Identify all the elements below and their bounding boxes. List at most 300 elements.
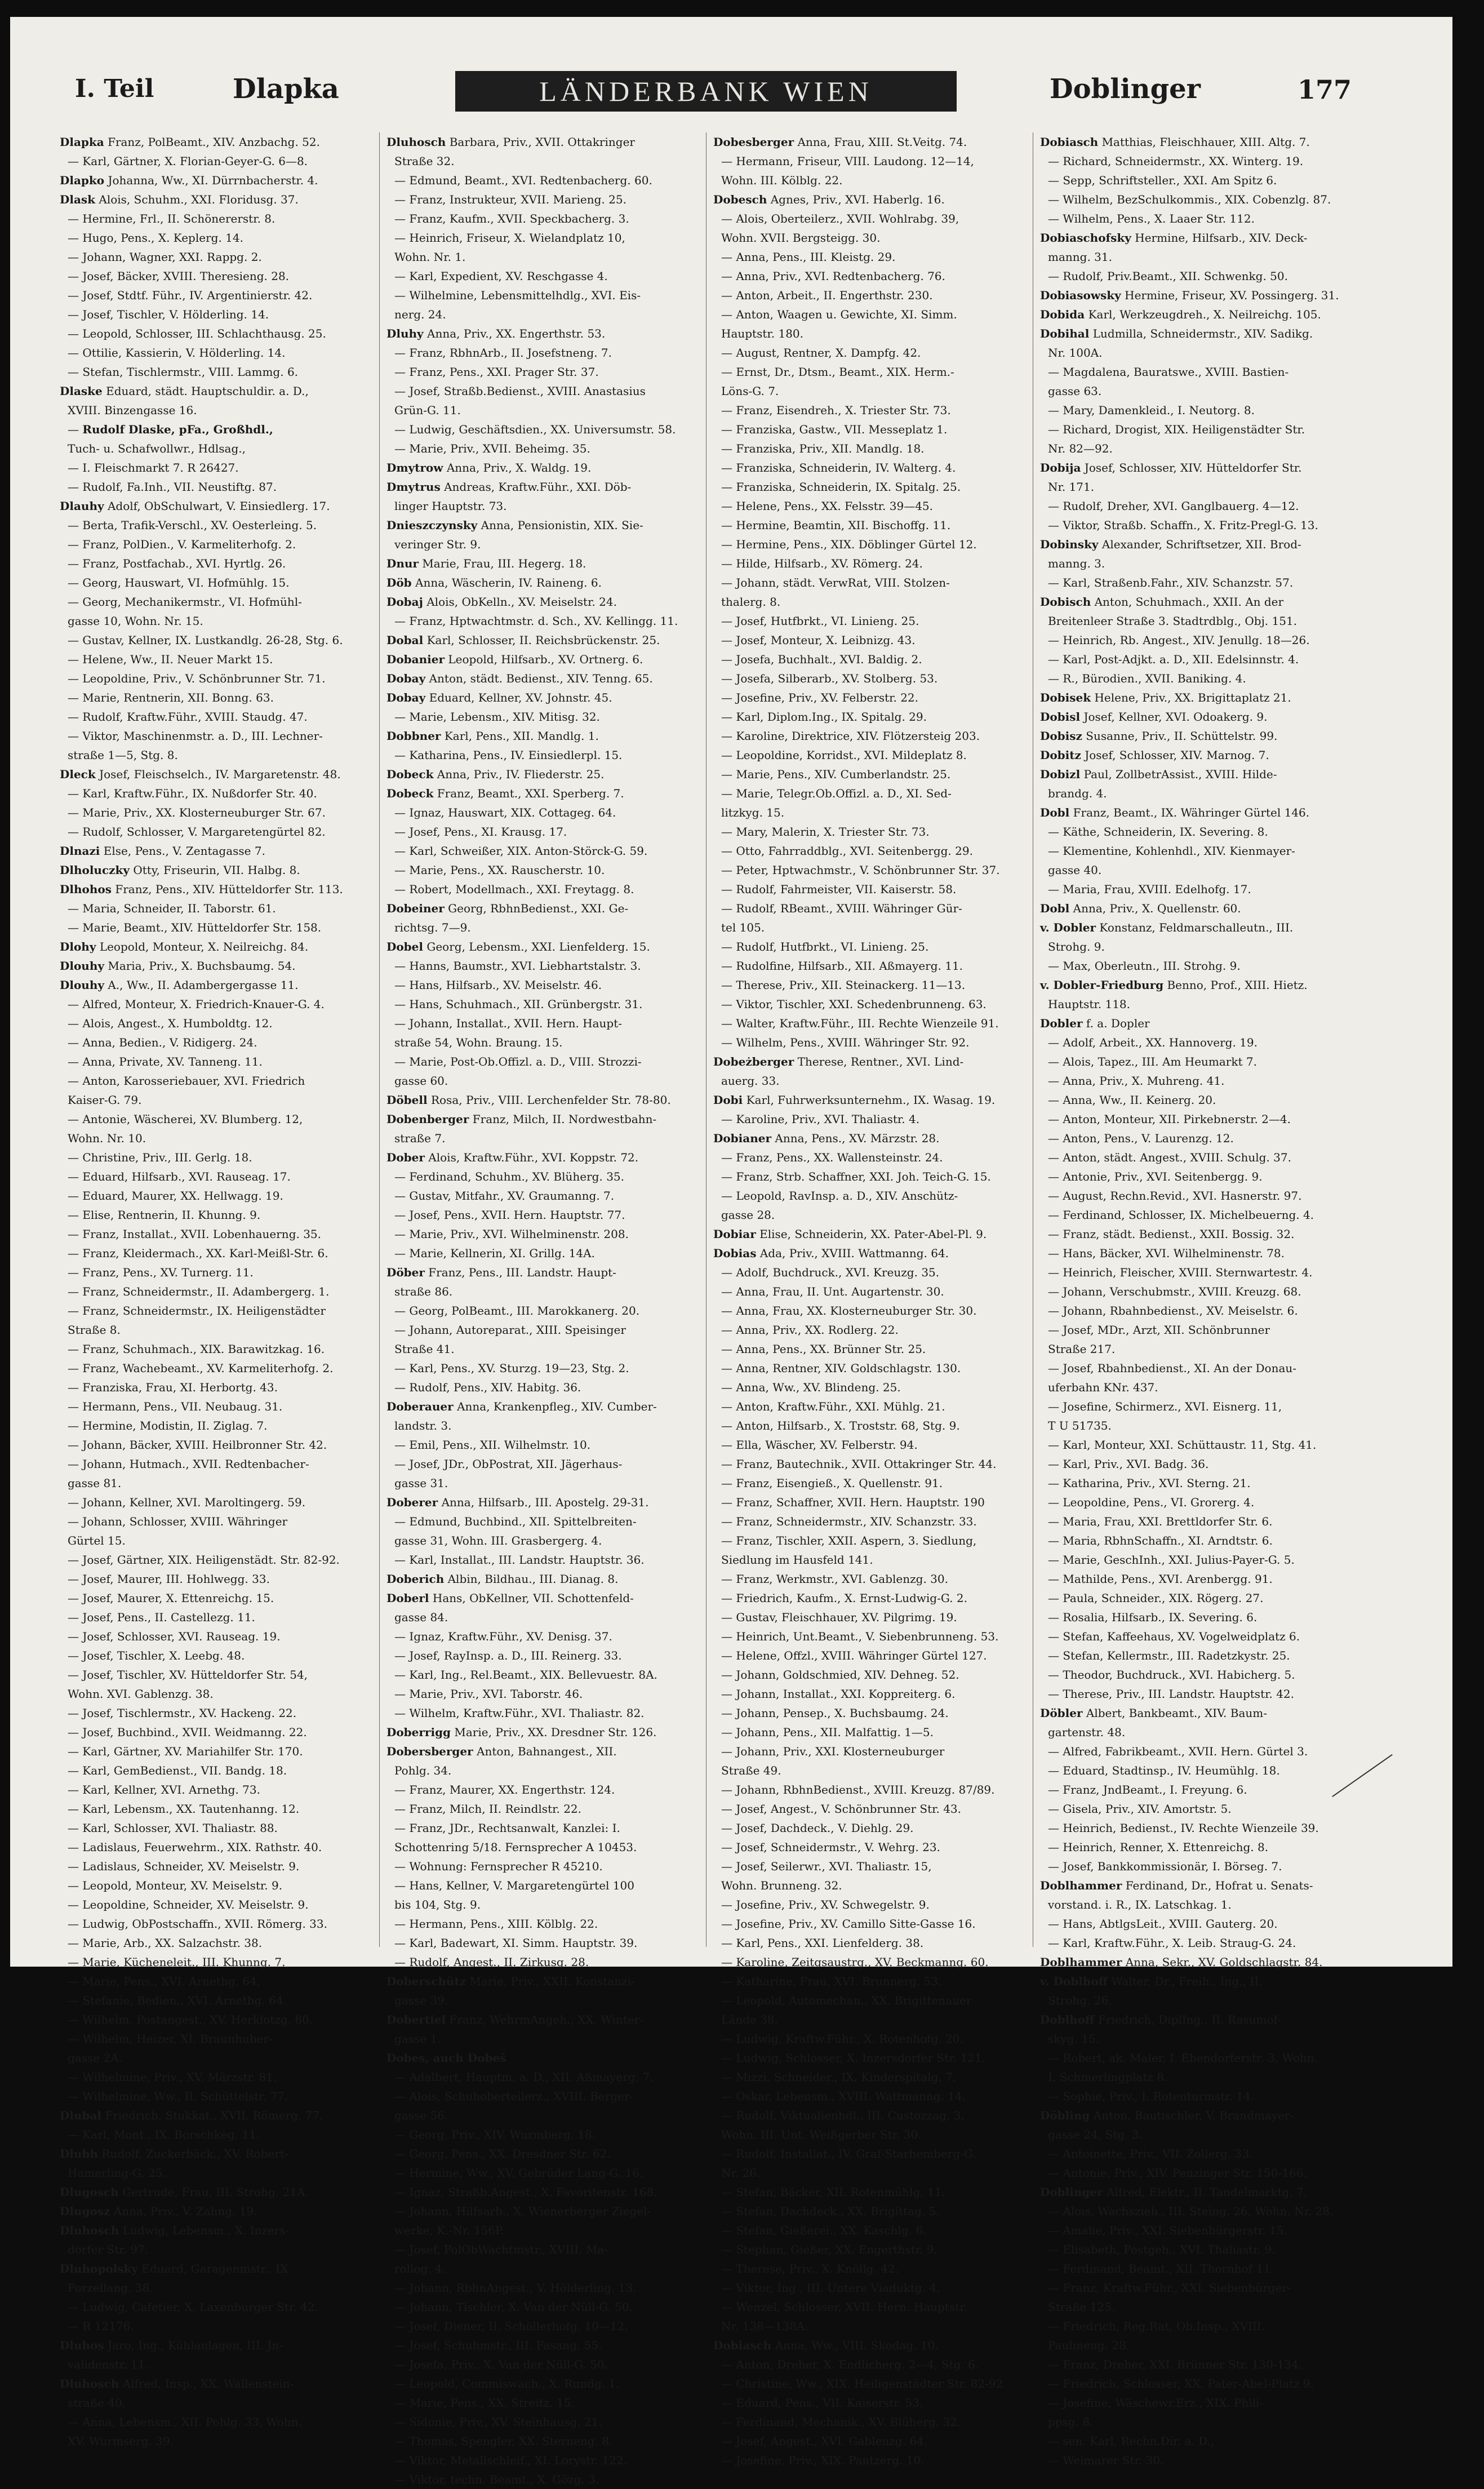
entry-details: Johann, Verschubmstr., XVIII. Kreuzg. 68. xyxy=(1063,1285,1301,1298)
directory-entry xyxy=(1040,1589,1353,1608)
dash-marker: — xyxy=(68,806,83,819)
entry-surname: Dlholuczky xyxy=(60,863,130,877)
directory-entry xyxy=(713,1148,1026,1167)
dash-marker: — xyxy=(394,423,410,436)
entry-details: Eduard, Kellner, XV. Johnstr. 45. xyxy=(429,691,612,704)
entry-continuation: Gürtel 15. xyxy=(68,1534,126,1547)
entry-details: Konstanz, Feldmarschalleutn., III. xyxy=(1099,921,1294,934)
directory-entry xyxy=(386,343,699,362)
directory-entry xyxy=(713,707,1026,726)
dash-marker: — xyxy=(394,1917,410,1931)
entry-details: Franz, Schaffner, XVII. Hern. Hauptstr. 190 xyxy=(736,1496,985,1509)
directory-entry xyxy=(386,228,699,247)
dash-marker: — xyxy=(721,308,736,321)
dash-marker: — xyxy=(68,710,83,724)
entry-continuation: straße 54, Wohn. Braung. 15. xyxy=(394,1036,563,1049)
entry-details: Adolf, Buchdruck., XVI. Kreuzg. 35. xyxy=(736,1266,940,1279)
entry-details: R 12176. xyxy=(82,2319,134,2333)
entry-details: Alois, Kraftw.Führ., XVI. Koppstr. 72. xyxy=(428,1151,639,1164)
entry-details: Anna, Ww., XV. Blindeng. 25. xyxy=(736,1381,901,1394)
directory-entry xyxy=(386,784,699,803)
dash-marker: — xyxy=(394,882,410,896)
entry-continuation: richtsg. 7—9. xyxy=(394,921,471,934)
entry-continuation: gasse 31. xyxy=(394,1476,448,1490)
entry-continuation: XV. Wurmserg. 39. xyxy=(68,2434,174,2448)
entry-surname: Dlugosz xyxy=(60,2204,110,2218)
dash-marker: — xyxy=(1048,1285,1063,1298)
entry-continuation: Hauptstr. 180. xyxy=(721,327,803,340)
dash-marker: — xyxy=(68,2415,83,2429)
dash-marker: — xyxy=(721,787,736,800)
entry-details: Johann, Goldschmied, XIV. Dehneg. 52. xyxy=(736,1668,959,1681)
directory-entry xyxy=(1040,1014,1353,1033)
directory-entry xyxy=(386,2355,699,2374)
directory-entry xyxy=(713,956,1026,975)
entry-continuation: Straße 125. xyxy=(1048,2300,1116,2314)
entry-details: Hermine, Pens., XIX. Döblinger Gürtel 12. xyxy=(736,538,977,551)
dash-marker: — xyxy=(1048,844,1063,858)
directory-entry xyxy=(386,2297,699,2317)
entry-continuation: I. Schmerlingplatz 8. xyxy=(1048,2070,1168,2084)
entry-surname: Dlask xyxy=(60,193,96,206)
entry-details: Wilhelm, Pens., X. Laaer Str. 112. xyxy=(1063,212,1255,225)
first-entry-guide: Dlapka xyxy=(233,73,339,105)
directory-entry xyxy=(713,746,1026,765)
entry-details: Ludwig, Kraftw.Führ., X. Rotenhofg. 20. xyxy=(736,2032,963,2046)
directory-entry xyxy=(386,1205,699,1224)
entry-details: Josef, Tischler, V. Hölderling. 14. xyxy=(82,308,269,321)
directory-entry xyxy=(1040,1244,1353,1263)
entry-details: Hans, Schuhmach., XII. Grünbergstr. 31. xyxy=(409,997,643,1011)
directory-entry xyxy=(713,1933,1026,1953)
entry-continuation: T U 51735. xyxy=(1048,1419,1112,1432)
dash-marker: — xyxy=(394,1821,410,1835)
dash-marker: — xyxy=(721,2300,736,2314)
entry-continuation: Nr. 26. xyxy=(721,2166,761,2180)
directory-entry xyxy=(386,2278,699,2297)
dash-marker: — xyxy=(68,576,83,589)
directory-entry xyxy=(386,1052,699,1071)
entry-details: Stefan, Kaffeehaus, XV. Vogelweidplatz 6. xyxy=(1063,1630,1300,1643)
entry-details: Anton, Arbeit., II. Engerthstr. 230. xyxy=(736,289,933,302)
entry-continuation: bis 104, Stg. 9. xyxy=(394,1898,481,1911)
entry-details: Ernst, Dr., Dtsm., Beamt., XIX. Herm.- xyxy=(736,365,954,379)
dash-marker: — xyxy=(721,2089,736,2103)
entry-details: Anna, Priv., X. Quellenstr. 60. xyxy=(1073,902,1241,915)
entry-continuation: Grün-G. 11. xyxy=(394,403,461,417)
entry-details: Ferdinand, Dr., Hofrat u. Senats- xyxy=(1125,1879,1313,1892)
entry-details: Franz, Tischler, XXII. Aspern, 3. Siedlung, xyxy=(736,1534,977,1547)
dash-marker: — xyxy=(394,614,410,628)
dash-marker: — xyxy=(721,1361,736,1375)
directory-entry xyxy=(713,1454,1026,1474)
entry-surname: Dobisch xyxy=(1040,595,1091,609)
entry-details: Leopold, Automechan., XX. Brigittenauer xyxy=(736,1994,972,2007)
entry-continuation: Straße 49. xyxy=(721,1764,781,1777)
directory-entry xyxy=(713,1589,1026,1608)
column-1 xyxy=(60,132,372,2448)
dash-marker: — xyxy=(1048,2089,1063,2103)
directory-entry xyxy=(60,247,372,267)
entry-details: Josef, Bäcker, XVIII. Theresieng. 28. xyxy=(82,269,290,283)
directory-entry xyxy=(60,2087,372,2106)
dash-marker: — xyxy=(394,1687,410,1701)
directory-entry xyxy=(60,841,372,860)
entry-surname: Dobeiner xyxy=(386,902,445,915)
directory-entry xyxy=(713,1339,1026,1359)
entry-surname: Dobenberger xyxy=(386,1112,469,1126)
directory-entry xyxy=(1040,496,1353,516)
directory-entry xyxy=(1040,171,1353,190)
entry-details: Mathilde, Pens., XVI. Arenbergg. 91. xyxy=(1063,1572,1273,1586)
entry-details: Anna, Lebensm., XII. Pohlg. 33, Wohn. xyxy=(82,2415,302,2429)
directory-entry xyxy=(60,1435,372,1454)
directory-entry xyxy=(386,707,699,726)
entry-details: Viktor, Ing., III. Untere Viaduktg. 4. xyxy=(736,2281,940,2295)
entry-details: Marie, Pens., XVI. Arnethg. 64. xyxy=(82,1975,261,1988)
dash-marker: — xyxy=(394,2070,410,2084)
entry-details: Johanna, Ww., XI. Dürrnbacherstr. 4. xyxy=(108,174,318,187)
entry-surname: Dleck xyxy=(60,767,96,781)
entry-details: Alfred, Fabrikbeamt., XVII. Hern. Gürtel 3. xyxy=(1063,1745,1308,1758)
dash-marker: — xyxy=(721,1476,736,1490)
entry-details: Adolf, Arbeit., XX. Hannoverg. 19. xyxy=(1063,1036,1258,1049)
entry-details: Franz, RbhnArb., II. Josefstneng. 7. xyxy=(409,346,612,360)
dash-marker: — xyxy=(721,2204,736,2218)
entry-continuation: Hauptstr. 118. xyxy=(1048,997,1130,1011)
entry-continuation: dorfer Str. 97. xyxy=(68,2243,149,2256)
entry-details: Stefan, Tischlermstr., VIII. Lammg. 6. xyxy=(82,365,299,379)
entry-details: Josef, Angest., V. Schönbrunner Str. 43. xyxy=(736,1802,962,1816)
directory-entry xyxy=(60,2374,372,2393)
entry-details: Johann, Installat., XXI. Koppreiterg. 6. xyxy=(736,1687,956,1701)
directory-entry xyxy=(386,650,699,669)
entry-details: Josef, Dachdeck., V. Diehlg. 29. xyxy=(736,1821,914,1835)
dash-marker: — xyxy=(721,1821,736,1835)
directory-entry xyxy=(60,1512,372,1531)
directory-entry xyxy=(386,1397,699,1416)
directory-entry xyxy=(713,1301,1026,1320)
entry-details: Wilhelmine, Lebensmittelhdlg., XVI. Eis- xyxy=(409,289,641,302)
entry-details: Wilhelm, Postangest., XV. Herklotzg. 80. xyxy=(82,2013,313,2026)
entry-details: Karl, Kellner, XVI. Arnethg. 73. xyxy=(82,1783,260,1796)
directory-entry xyxy=(713,2374,1026,2393)
entry-surname: Dmytrus xyxy=(386,480,441,494)
directory-entry xyxy=(713,1818,1026,1838)
directory-entry xyxy=(386,2451,699,2470)
dash-marker: — xyxy=(68,1496,83,1509)
entry-details: Georg, Priv., XIV. Wurmberg. 18. xyxy=(409,2128,596,2141)
entry-details: Maria, Schneider, II. Taborstr. 61. xyxy=(82,902,276,915)
entry-details: Ladislaus, Feuerwehrm., XIX. Rathstr. 40. xyxy=(82,1840,322,1854)
directory-entry xyxy=(60,2336,372,2355)
entry-details: Weimarer Str. 30. xyxy=(1063,2453,1164,2467)
entry-details: Gustav, Fleischhauer, XV. Pilgrimg. 19. xyxy=(736,1610,957,1624)
entry-details: Stefan, Bäcker, XII. Rotenmühlg. 11. xyxy=(736,2185,945,2199)
dash-marker: — xyxy=(1048,1170,1063,1183)
dash-marker: — xyxy=(68,2319,83,2333)
entry-details: Alfred, Monteur, X. Friedrich-Knauer-G. 4. xyxy=(82,997,325,1011)
entry-details: Ferdinand, Beamt., XII. Thornhof 11. xyxy=(1063,2262,1274,2275)
dash-marker: — xyxy=(721,2434,736,2448)
entry-surname: Dobiasch xyxy=(713,2339,772,2352)
entry-continuation: Wohn. III. Kölblg. 22. xyxy=(721,174,843,187)
directory-entry xyxy=(386,477,699,496)
directory-entry xyxy=(60,1110,372,1129)
entry-details: Maria, RbhnSchaffn., XI. Arndtstr. 6. xyxy=(1063,1534,1273,1547)
entry-details: Therese, Priv., XII. Steinackerg. 11—13. xyxy=(736,978,966,992)
directory-entry xyxy=(1040,2374,1353,2393)
directory-entry xyxy=(60,1301,372,1320)
directory-entry xyxy=(386,2336,699,2355)
entry-surname: Dlubal xyxy=(60,2109,102,2122)
entry-details: Johann, städt. VerwRat, VIII. Stolzen- xyxy=(736,576,950,589)
entry-continuation: rollog. 4. xyxy=(394,2262,446,2275)
entry-surname: Doblhammer xyxy=(1040,1955,1122,1969)
entry-details: Anna, Frau, II. Unt. Augartenstr. 30. xyxy=(736,1285,944,1298)
entry-details: Klementine, Kohlenhdl., XIV. Kienmayer- xyxy=(1063,844,1295,858)
entry-continuation: straße 40. xyxy=(68,2396,126,2410)
entry-surname: Dobanier xyxy=(386,653,445,666)
entry-details: Josef, Tischlermstr., XV. Hackeng. 22. xyxy=(82,1706,297,1720)
entry-details: Wilhelmine, Priv., XV. Märzstr. 81. xyxy=(82,2070,277,2084)
entry-surname: Dobinsky xyxy=(1040,538,1099,551)
entry-details: Marie, GeschInh., XXI. Julius-Payer-G. 5. xyxy=(1063,1553,1295,1567)
directory-entry xyxy=(386,573,699,592)
dash-marker: — xyxy=(394,2434,410,2448)
entry-details: Franz, Schneidermstr., IX. Heiligenstädter xyxy=(82,1304,326,1317)
entry-details: Anna, Rentner, XIV. Goldschlagstr. 130. xyxy=(736,1361,961,1375)
entry-details: Karl, Lebensm., XX. Tautenhanng. 12. xyxy=(82,1802,300,1816)
dash-marker: — xyxy=(68,1898,83,1911)
dash-marker: — xyxy=(394,978,410,992)
entry-details: Franz, Strb. Schaffner, XXI. Joh. Teich-G. 15. xyxy=(736,1170,991,1183)
directory-entry xyxy=(386,554,699,573)
entry-continuation: gasse 10, Wohn. Nr. 15. xyxy=(68,614,203,628)
entry-continuation: straße 86. xyxy=(394,1285,453,1298)
directory-entry xyxy=(60,1703,372,1723)
entry-continuation: ppsg. 8. xyxy=(1048,2415,1094,2429)
entry-details: Heinrich, Friseur, X. Wielandplatz 10, xyxy=(409,231,625,245)
directory-entry xyxy=(386,2048,699,2067)
directory-entry xyxy=(60,1167,372,1186)
directory-entry xyxy=(60,1569,372,1589)
directory-entry xyxy=(60,899,372,918)
directory-entry xyxy=(60,209,372,228)
entry-details: Anton, Hilfsarb., X. Troststr. 68, Stg. 9. xyxy=(736,1419,960,1432)
dash-marker: — xyxy=(68,518,83,532)
directory-entry xyxy=(60,1933,372,1953)
directory-entry xyxy=(60,496,372,516)
directory-entry xyxy=(713,1167,1026,1186)
directory-entry xyxy=(713,2278,1026,2297)
dash-marker: — xyxy=(721,250,736,264)
entry-details: Karl, GemBedienst., VII. Bandg. 18. xyxy=(82,1764,287,1777)
entry-details: Franz, Milch, II. Nordwestbahn- xyxy=(472,1112,657,1126)
entry-details: Franz, JndBeamt., I. Freyung. 6. xyxy=(1063,1783,1247,1796)
directory-entry xyxy=(713,1569,1026,1589)
dash-marker: — xyxy=(721,882,736,896)
entry-continuation: Paulineng. 28. xyxy=(1048,2339,1130,2352)
dash-marker: — xyxy=(68,691,83,704)
directory-entry xyxy=(386,1589,699,1608)
dash-marker: — xyxy=(394,269,410,283)
dash-marker: — xyxy=(68,1074,83,1088)
dash-marker: — xyxy=(394,2147,410,2160)
directory-entry xyxy=(1040,803,1353,822)
entry-details: Rudolf, Pens., XIV. Habitg. 36. xyxy=(409,1381,581,1394)
entry-continuation: straße 1—5, Stg. 8. xyxy=(68,748,178,762)
directory-entry xyxy=(60,1914,372,1933)
entry-details: Viktor, Metallschleif., XI. Lorystr. 122. xyxy=(409,2453,627,2467)
entry-details: Franz, Milch, II. Reindlstr. 22. xyxy=(409,1802,581,1816)
entry-surname: Dluhosch xyxy=(60,2377,119,2390)
directory-entry xyxy=(386,1090,699,1110)
directory-entry xyxy=(60,1818,372,1838)
directory-entry xyxy=(1040,2144,1353,2163)
entry-details: Johann, RbhnAngest., V. Hölderling. 13. xyxy=(409,2281,637,2295)
entry-details: Eduard, Garagenmstr., IX. xyxy=(141,2262,292,2275)
directory-entry xyxy=(60,1148,372,1167)
directory-entry xyxy=(1040,228,1353,247)
entry-details: Anna, Wäscherin, IV. Raineng. 6. xyxy=(415,576,602,589)
directory-entry xyxy=(386,592,699,611)
directory-entry xyxy=(713,420,1026,439)
entry-details: Georg, Mechanikermstr., VI. Hofmühl- xyxy=(82,595,302,609)
entry-details: Josef, Schneidermstr., V. Wehrg. 23. xyxy=(736,1840,940,1854)
dash-marker: — xyxy=(394,289,410,302)
directory-entry xyxy=(386,631,699,650)
dash-marker: — xyxy=(1048,1151,1063,1164)
directory-entry xyxy=(713,1378,1026,1397)
dash-marker: — xyxy=(68,1821,83,1835)
directory-entry xyxy=(386,1780,699,1799)
directory-entry xyxy=(1040,2163,1353,2182)
directory-entry xyxy=(386,439,699,458)
dash-marker: — xyxy=(721,1017,736,1030)
directory-entry xyxy=(386,765,699,784)
directory-entry xyxy=(1040,420,1353,439)
entry-details: Hermine, Beamtin, XII. Bischoffg. 11. xyxy=(736,518,951,532)
dash-marker: — xyxy=(394,1189,410,1203)
dash-marker: — xyxy=(394,2185,410,2199)
entry-details: Friedrich, Schlosser, XX. Pater-Abel-Platz 9. xyxy=(1063,2377,1314,2390)
entry-surname: Dobl xyxy=(1040,902,1070,915)
entry-details: Friedrich, Reg.Rat, Ob.Insp., XVIII. xyxy=(1063,2319,1265,2333)
entry-details: Hans, Bäcker, XVI. Wilhelminenstr. 78. xyxy=(1063,1246,1285,1260)
dash-marker: — xyxy=(68,1515,83,1528)
entry-details: Karl, Werkzeugdreh., X. Neilreichg. 105. xyxy=(1088,308,1321,321)
directory-entry xyxy=(386,1569,699,1589)
dash-marker: — xyxy=(394,1304,410,1317)
entry-details: Mary, Malerin, X. Triester Str. 73. xyxy=(736,825,930,838)
entry-details: Alfred, Insp., XX. Wallenstein- xyxy=(122,2377,294,2390)
entry-details: Paul, ZollbetrAssist., XVIII. Hilde- xyxy=(1083,767,1277,781)
entry-details: Anton, Monteur, XII. Pirkebnerstr. 2—4. xyxy=(1063,1112,1291,1126)
entry-details: Karl, Gärtner, X. Florian-Geyer-G. 6—8. xyxy=(82,154,308,168)
directory-entry xyxy=(713,1914,1026,1933)
directory-entry xyxy=(60,190,372,209)
dash-marker: — xyxy=(721,2147,736,2160)
entry-details: Mary, Damenkleid., I. Neutorg. 8. xyxy=(1063,403,1255,417)
directory-entry xyxy=(713,860,1026,880)
directory-entry xyxy=(386,2125,699,2144)
dash-marker: — xyxy=(1048,2051,1063,2065)
dash-marker: — xyxy=(721,1572,736,1586)
entry-details: Josef, Tischler, X. Leebg. 48. xyxy=(82,1649,245,1662)
dash-marker: — xyxy=(721,1802,736,1816)
directory-entry xyxy=(60,1761,372,1780)
dash-marker: — xyxy=(1048,154,1063,168)
dash-marker: — xyxy=(721,154,736,168)
directory-entry xyxy=(1040,1224,1353,1244)
entry-surname: Döbling xyxy=(1040,2109,1090,2122)
entry-surname: Dobija xyxy=(1040,461,1081,474)
entry-details: Ella, Wäscher, XV. Felberstr. 94. xyxy=(736,1438,918,1452)
entry-details: Anna, Bedien., V. Ridigerg. 24. xyxy=(82,1036,257,1049)
dash-marker: — xyxy=(394,1802,410,1816)
dash-marker: — xyxy=(721,1783,736,1796)
dash-marker: — xyxy=(721,1687,736,1701)
directory-entry xyxy=(386,420,699,439)
directory-entry xyxy=(713,2221,1026,2240)
entry-continuation: Wohn. XVII. Bergsteigg. 30. xyxy=(721,231,881,245)
directory-entry xyxy=(713,765,1026,784)
directory-entry xyxy=(386,1167,699,1186)
entry-details: Hans, Kellner, V. Margaretengürtel 100 xyxy=(409,1879,634,1892)
dash-marker: — xyxy=(68,1917,83,1931)
directory-entry xyxy=(386,1684,699,1703)
entry-surname: Doberrigg xyxy=(386,1725,451,1739)
directory-entry xyxy=(713,535,1026,554)
entry-continuation: gasse 24, Stg. 3. xyxy=(1048,2128,1143,2141)
entry-details: Karl, Schlosser, XVI. Thaliastr. 88. xyxy=(82,1821,278,1835)
entry-details: Stefanie, Bedien., XVI. Arnethg. 64. xyxy=(82,1994,287,2007)
directory-entry xyxy=(713,1723,1026,1742)
dash-marker: — xyxy=(721,1975,736,1988)
directory-entry xyxy=(386,2393,699,2412)
directory-entry xyxy=(60,132,372,152)
entry-details: Maria, Frau, XXI. Brettldorfer Str. 6. xyxy=(1063,1515,1273,1528)
entry-details: Franz, Pens., III. Landstr. Haupt- xyxy=(428,1266,616,1279)
dash-marker: — xyxy=(68,1381,83,1394)
entry-details: Karl, Pens., XXI. Lienfelderg. 38. xyxy=(736,1936,924,1950)
dash-marker: — xyxy=(68,250,83,264)
entry-details: Anna, Frau, XX. Klosterneuburger Str. 30. xyxy=(736,1304,977,1317)
dash-marker: — xyxy=(68,653,83,666)
directory-entry xyxy=(713,2106,1026,2125)
directory-entry xyxy=(713,2297,1026,2317)
directory-entry xyxy=(386,1512,699,1531)
dash-marker: — xyxy=(394,1227,410,1241)
directory-entry xyxy=(60,1723,372,1742)
entry-surname: Dobbner xyxy=(386,729,441,743)
dash-marker: — xyxy=(394,231,410,245)
directory-entry xyxy=(60,2202,372,2221)
entry-details: Josef, RayInsp. a. D., III. Reinerg. 33. xyxy=(409,1649,622,1662)
dash-marker: — xyxy=(68,1036,83,1049)
entry-details: Ada, Priv., XVIII. Wattmanng. 64. xyxy=(759,1246,949,1260)
dash-marker: — xyxy=(1048,653,1063,666)
entry-continuation: Löns-G. 7. xyxy=(721,384,779,398)
directory-entry xyxy=(60,1838,372,1857)
entry-continuation: skyg. 15. xyxy=(1048,2032,1100,2046)
entry-surname: Dluhosch xyxy=(60,2224,119,2237)
entry-continuation: litzkyg. 15. xyxy=(721,806,785,819)
entry-details: Katharina, Priv., XVI. Sterng. 21. xyxy=(1063,1476,1251,1490)
entry-details: Karl, Priv., XVI. Badg. 36. xyxy=(1063,1457,1209,1471)
directory-entry xyxy=(713,1186,1026,1205)
